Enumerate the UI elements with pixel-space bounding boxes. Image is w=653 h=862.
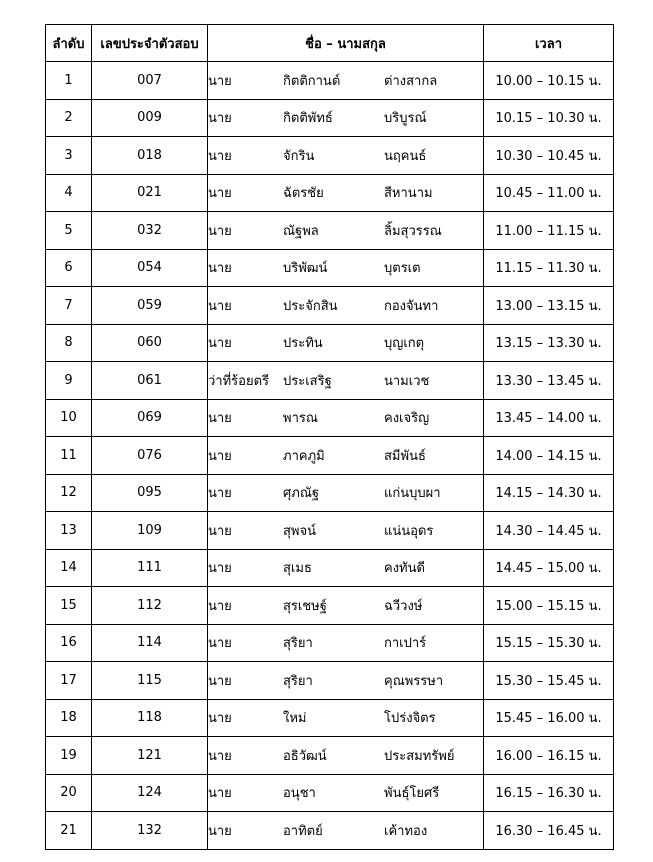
time-cell: 16.30 – 16.45 น. bbox=[484, 812, 614, 850]
name-prefix: นาย bbox=[208, 336, 232, 352]
time-cell: 14.15 – 14.30 น. bbox=[484, 474, 614, 512]
time-cell: 10.15 – 10.30 น. bbox=[484, 99, 614, 137]
first-name: ณัฐพล bbox=[283, 223, 319, 239]
time-cell: 13.15 – 13.30 น. bbox=[484, 324, 614, 362]
header-time: เวลา bbox=[484, 25, 614, 62]
exam-number-cell: 060 bbox=[92, 324, 208, 362]
first-name: กิตติพัทธ์ bbox=[283, 111, 333, 127]
name-cell bbox=[208, 587, 484, 625]
last-name: คงเจริญ bbox=[384, 411, 430, 427]
name-cell bbox=[208, 324, 484, 362]
first-name: ประเสริฐ bbox=[283, 373, 332, 389]
table-row bbox=[46, 324, 614, 362]
name-prefix: นาย bbox=[208, 523, 232, 539]
name-cell bbox=[208, 512, 484, 550]
exam-number-cell: 112 bbox=[92, 587, 208, 625]
time-cell: 13.30 – 13.45 น. bbox=[484, 362, 614, 400]
exam-number-cell: 118 bbox=[92, 699, 208, 737]
table-row bbox=[46, 662, 614, 700]
name-cell bbox=[208, 474, 484, 512]
first-name: จักริน bbox=[283, 148, 315, 164]
time-cell: 13.00 – 13.15 น. bbox=[484, 287, 614, 325]
table-row bbox=[46, 287, 614, 325]
name-cell bbox=[208, 174, 484, 212]
first-name: ประทิน bbox=[283, 336, 323, 352]
name-prefix: นาย bbox=[208, 186, 232, 202]
order-cell: 8 bbox=[46, 324, 92, 362]
name-prefix: นาย bbox=[208, 411, 232, 427]
time-cell: 16.00 – 16.15 น. bbox=[484, 737, 614, 775]
name-cell bbox=[208, 249, 484, 287]
name-cell bbox=[208, 774, 484, 812]
name-cell bbox=[208, 62, 484, 100]
order-cell: 21 bbox=[46, 812, 92, 850]
last-name: พันธุ์โยศรี bbox=[384, 786, 440, 802]
first-name: สุเมธ bbox=[283, 561, 312, 577]
name-cell bbox=[208, 399, 484, 437]
last-name: บุตรเต bbox=[384, 261, 421, 277]
exam-number-cell: 109 bbox=[92, 512, 208, 550]
exam-number-cell: 054 bbox=[92, 249, 208, 287]
time-cell: 10.00 – 10.15 น. bbox=[484, 62, 614, 100]
time-cell: 13.45 – 14.00 น. bbox=[484, 399, 614, 437]
name-prefix: นาย bbox=[208, 561, 232, 577]
last-name: ประสมทรัพย์ bbox=[384, 748, 455, 764]
exam-number-cell: 007 bbox=[92, 62, 208, 100]
last-name: บริบูรณ์ bbox=[384, 111, 427, 127]
table-body bbox=[46, 62, 614, 850]
name-cell bbox=[208, 99, 484, 137]
order-cell: 13 bbox=[46, 512, 92, 550]
time-cell: 14.00 – 14.15 น. bbox=[484, 437, 614, 475]
name-cell bbox=[208, 812, 484, 850]
table-row bbox=[46, 437, 614, 475]
name-prefix: นาย bbox=[208, 223, 232, 239]
order-cell: 12 bbox=[46, 474, 92, 512]
order-cell: 17 bbox=[46, 662, 92, 700]
name-prefix: นาย bbox=[208, 148, 232, 164]
exam-number-cell: 114 bbox=[92, 624, 208, 662]
order-cell: 16 bbox=[46, 624, 92, 662]
name-prefix: นาย bbox=[208, 636, 232, 652]
table-row bbox=[46, 624, 614, 662]
first-name: บริพัฒน์ bbox=[283, 261, 328, 277]
last-name: คุณพรรษา bbox=[384, 673, 444, 689]
last-name: ต่างสากล bbox=[384, 73, 438, 89]
time-cell: 15.45 – 16.00 น. bbox=[484, 699, 614, 737]
time-cell: 11.15 – 11.30 น. bbox=[484, 249, 614, 287]
name-cell bbox=[208, 137, 484, 175]
time-cell: 11.00 – 11.15 น. bbox=[484, 212, 614, 250]
last-name: เค้าทอง bbox=[384, 823, 428, 839]
time-cell: 16.15 – 16.30 น. bbox=[484, 774, 614, 812]
header-order: ลำดับ bbox=[46, 25, 92, 62]
first-name: อนุชา bbox=[283, 786, 316, 802]
table-row bbox=[46, 474, 614, 512]
table-row bbox=[46, 212, 614, 250]
time-cell: 10.30 – 10.45 น. bbox=[484, 137, 614, 175]
name-cell bbox=[208, 212, 484, 250]
table-row bbox=[46, 99, 614, 137]
order-cell: 11 bbox=[46, 437, 92, 475]
header-exam-number: เลขประจำตัวสอบ bbox=[92, 25, 208, 62]
first-name: พารณ bbox=[283, 411, 318, 427]
table-row bbox=[46, 137, 614, 175]
exam-number-cell: 059 bbox=[92, 287, 208, 325]
table-row bbox=[46, 249, 614, 287]
name-prefix: นาย bbox=[208, 261, 232, 277]
order-cell: 3 bbox=[46, 137, 92, 175]
name-cell bbox=[208, 699, 484, 737]
exam-number-cell: 121 bbox=[92, 737, 208, 775]
first-name: ศุภณัฐ bbox=[283, 486, 320, 502]
name-prefix: นาย bbox=[208, 486, 232, 502]
name-prefix: นาย bbox=[208, 111, 232, 127]
last-name: ฉวีวงษ์ bbox=[384, 598, 423, 614]
time-cell: 14.30 – 14.45 น. bbox=[484, 512, 614, 550]
exam-number-cell: 124 bbox=[92, 774, 208, 812]
first-name: กิตติกานต์ bbox=[283, 73, 341, 89]
exam-number-cell: 115 bbox=[92, 662, 208, 700]
first-name: ใหม่ bbox=[283, 711, 307, 727]
exam-number-cell: 095 bbox=[92, 474, 208, 512]
name-prefix: นาย bbox=[208, 448, 232, 464]
first-name: ฉัตรชัย bbox=[283, 186, 324, 202]
last-name: ลิ้มสุวรรณ bbox=[384, 223, 442, 239]
table-row bbox=[46, 812, 614, 850]
table-row bbox=[46, 774, 614, 812]
order-cell: 14 bbox=[46, 549, 92, 587]
exam-number-cell: 069 bbox=[92, 399, 208, 437]
order-cell: 7 bbox=[46, 287, 92, 325]
name-prefix: นาย bbox=[208, 823, 232, 839]
name-prefix: นาย bbox=[208, 748, 232, 764]
name-cell bbox=[208, 437, 484, 475]
name-cell bbox=[208, 362, 484, 400]
exam-number-cell: 076 bbox=[92, 437, 208, 475]
exam-number-cell: 032 bbox=[92, 212, 208, 250]
table-row bbox=[46, 512, 614, 550]
time-cell: 15.15 – 15.30 น. bbox=[484, 624, 614, 662]
name-cell bbox=[208, 662, 484, 700]
header-row bbox=[46, 25, 614, 62]
order-cell: 6 bbox=[46, 249, 92, 287]
table-row bbox=[46, 362, 614, 400]
last-name: นฤคนธ์ bbox=[384, 148, 427, 164]
first-name: สุรเชษฐ์ bbox=[283, 598, 327, 614]
last-name: นามเวช bbox=[384, 373, 430, 389]
first-name: อาทิตย์ bbox=[283, 823, 323, 839]
name-cell bbox=[208, 287, 484, 325]
table-row bbox=[46, 699, 614, 737]
order-cell: 15 bbox=[46, 587, 92, 625]
name-prefix: ว่าที่ร้อยตรี bbox=[208, 373, 270, 389]
order-cell: 2 bbox=[46, 99, 92, 137]
table-row bbox=[46, 737, 614, 775]
last-name: แน่นอุดร bbox=[384, 523, 434, 539]
last-name: สมีพันธ์ bbox=[384, 448, 426, 464]
last-name: คงทันดี bbox=[384, 561, 425, 577]
last-name: กาเปาร์ bbox=[384, 636, 427, 652]
order-cell: 20 bbox=[46, 774, 92, 812]
name-prefix: นาย bbox=[208, 298, 232, 314]
name-prefix: นาย bbox=[208, 673, 232, 689]
last-name: โปร่งจิตร bbox=[384, 711, 436, 727]
first-name: สุริยา bbox=[283, 673, 313, 689]
name-cell bbox=[208, 549, 484, 587]
schedule-table bbox=[45, 24, 614, 850]
first-name: ประจักสิน bbox=[283, 298, 338, 314]
last-name: สีหานาม bbox=[384, 186, 433, 202]
exam-number-cell: 061 bbox=[92, 362, 208, 400]
exam-number-cell: 111 bbox=[92, 549, 208, 587]
exam-number-cell: 018 bbox=[92, 137, 208, 175]
first-name: สุพจน์ bbox=[283, 523, 317, 539]
name-cell bbox=[208, 624, 484, 662]
last-name: กองจันทา bbox=[384, 298, 439, 314]
order-cell: 5 bbox=[46, 212, 92, 250]
exam-number-cell: 009 bbox=[92, 99, 208, 137]
table-row bbox=[46, 399, 614, 437]
first-name: อธิวัฒน์ bbox=[283, 748, 327, 764]
name-prefix: นาย bbox=[208, 73, 232, 89]
order-cell: 4 bbox=[46, 174, 92, 212]
order-cell: 19 bbox=[46, 737, 92, 775]
last-name: บุญเกตุ bbox=[384, 336, 425, 352]
first-name: ภาคภูมิ bbox=[283, 448, 325, 464]
order-cell: 1 bbox=[46, 62, 92, 100]
time-cell: 10.45 – 11.00 น. bbox=[484, 174, 614, 212]
first-name: สุริยา bbox=[283, 636, 313, 652]
exam-number-cell: 021 bbox=[92, 174, 208, 212]
time-cell: 15.00 – 15.15 น. bbox=[484, 587, 614, 625]
order-cell: 18 bbox=[46, 699, 92, 737]
name-prefix: นาย bbox=[208, 786, 232, 802]
name-cell bbox=[208, 737, 484, 775]
table-row bbox=[46, 62, 614, 100]
order-cell: 10 bbox=[46, 399, 92, 437]
order-cell: 9 bbox=[46, 362, 92, 400]
exam-number-cell: 132 bbox=[92, 812, 208, 850]
time-cell: 15.30 – 15.45 น. bbox=[484, 662, 614, 700]
header-name: ชื่อ – นามสกุล bbox=[208, 25, 484, 62]
time-cell: 14.45 – 15.00 น. bbox=[484, 549, 614, 587]
last-name: แก่นบุบผา bbox=[384, 486, 441, 502]
name-prefix: นาย bbox=[208, 711, 232, 727]
table-row bbox=[46, 174, 614, 212]
table-row bbox=[46, 587, 614, 625]
table-row bbox=[46, 549, 614, 587]
name-prefix: นาย bbox=[208, 598, 232, 614]
